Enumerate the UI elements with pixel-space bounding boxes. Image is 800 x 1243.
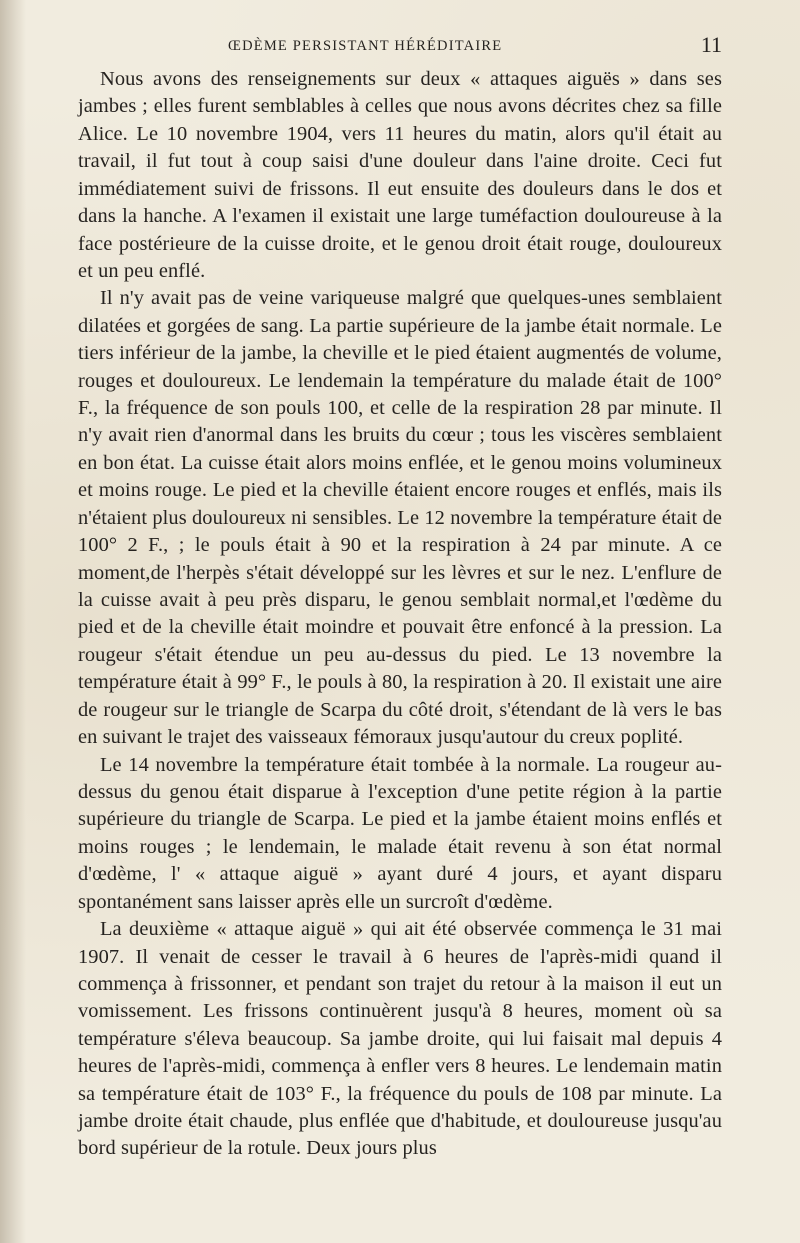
paragraph: Nous avons des renseignements sur deux « attaques aiguës » dans ses jambes ; elles furent semblables à celles que nous avons décrites chez sa fille Alice. Le 10 novembre 1904, vers 11 heures du matin, alors qu'il était au travail, il fut tout à coup saisi d'une douleur dans l'aine droite. Ceci fut immédiatement suivi de frissons. Il eut ensuite des douleurs dans le dos et dans la hanche. A l'examen il existait une large tuméfaction douloureuse à la face postérieure de la cuisse droite, et le genou droit était rouge, douloureux et un peu enflé. <box>78 68 722 282</box>
paragraph: Il n'y avait pas de veine variqueuse malgré que quelques-unes semblaient dilatées et gorgées de sang. La partie supérieure de la jambe était normale. Le tiers inférieur de la jambe, la cheville et le pied étaient augmentés de volume, rouges et douloureux. Le lendemain la température du malade était de 100° F., la fréquence de son pouls 100, et celle de la respiration 28 par minute. Il n'y avait rien d'anormal dans les bruits du cœur ; tous les viscères semblaient en bon état. La cuisse était alors moins enflée, et le genou moins volumineux et moins rouge. Le pied et la cheville étaient encore rouges et enflés, mais ils n'étaient plus douloureux ni sensibles. Le 12 novembre la température était de 100° 2 F., ; le pouls était à 90 et la respiration à 24 par minute. A ce moment,de l'herpès s'était développé sur les lèvres et sur le nez. L'enflure de la cuisse avait à peu près disparu, le genou semblait normal,et l'œdème du pied et de la cheville était moindre et pouvait être enfoncé à la pression. La rougeur s'était étendue un peu au-dessus du pied. Le 13 novembre la température était à 99° F., le pouls à 80, la respiration à 20. Il existait une aire de rougeur sur le triangle de Scarpa du côté droit, s'étendant de là vers le bas en suivant le trajet des vaisseaux fémoraux jusqu'autour du creux poplité. <box>78 287 722 749</box>
binding-shadow <box>0 0 26 1243</box>
paragraph: Le 14 novembre la température était tombée à la normale. La rougeur au-dessus du genou était disparue à l'exception d'une petite région à la partie supérieure du triangle de Scarpa. Le pied et la jambe étaient moins enflés et moins rouges ; le lendemain, le malade était revenu à son état normal d'œdème, l' « attaque aiguë » ayant duré 4 jours, et ayant disparu spontanément sans laisser après elle un surcroît d'œdème. <box>78 753 722 913</box>
running-title: ŒDÈME PERSISTANT HÉRÉDITAIRE <box>228 38 503 54</box>
paragraph: La deuxième « attaque aiguë » qui ait été observée commença le 31 mai 1907. Il venait de cesser le travail à 6 heures de l'après-midi quand il commença à frissonner, et pendant son trajet du retour à la maison il eut un vomissement. Les frissons continuèrent jusqu'à 8 heures, moment où sa température s'éleva beaucoup. Sa jambe droite, qui lui faisait mal depuis 4 heures de l'après-midi, commença à enfler vers 8 heures. Le lendemain matin sa température était de 103° F., la fréquence du pouls de 108 par minute. La jambe droite était chaude, plus enflée que d'habitude, et douloureuse jusqu'au bord supérieur de la rotule. Deux jours plus <box>78 918 722 1160</box>
page-number: 11 <box>700 32 722 57</box>
body-text <box>78 66 722 1163</box>
page-header <box>78 32 722 62</box>
